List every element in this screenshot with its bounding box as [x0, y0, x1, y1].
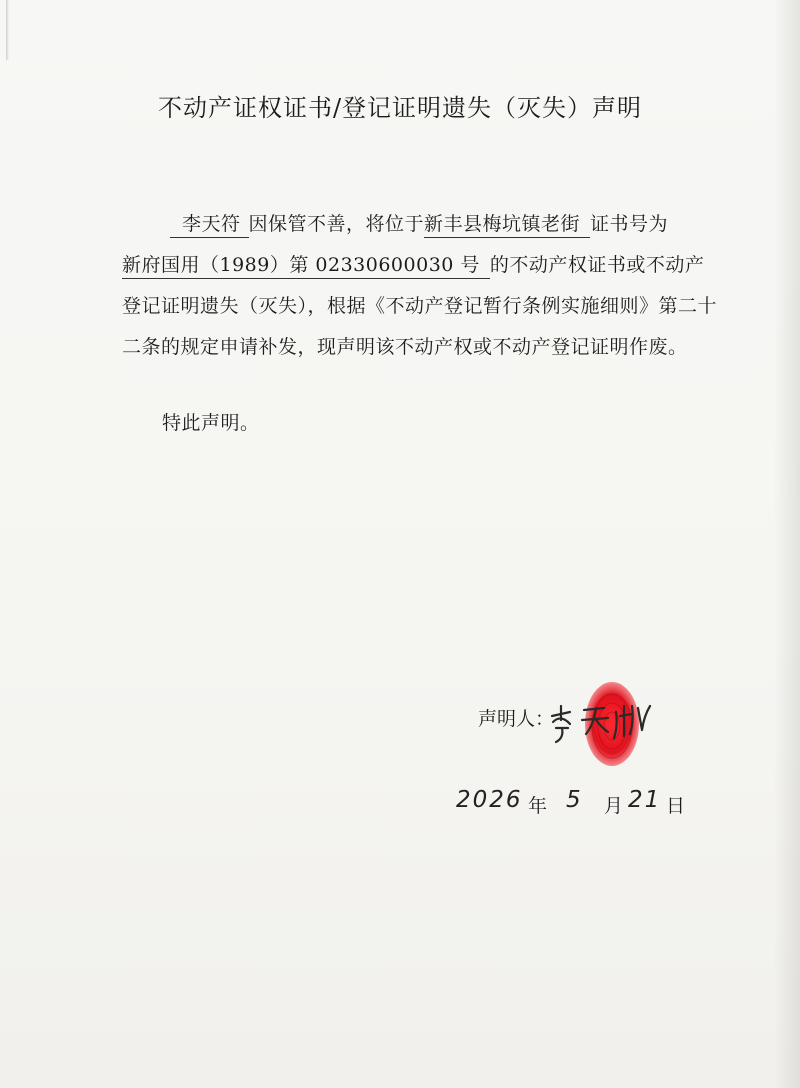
- statement-text-3: 的不动产权证书或不动产登记证明遗失（灭失），根据《不动产登记暂行条例实施细则》第二十二条的规定申请补发，现声明该不动产权或不动产登记证明作废。: [122, 254, 718, 358]
- owner-name-field: 李天符: [170, 211, 249, 238]
- paper-edge-shadow: [774, 0, 800, 1088]
- document-title: 不动产证权证书/登记证明遗失（灭失）声明: [157, 94, 643, 122]
- signature-date: [456, 785, 706, 825]
- special-statement: 特此声明。: [162, 412, 260, 434]
- date-month-label: 月: [604, 795, 624, 817]
- statement-text-1: 因保管不善，将位于: [248, 213, 425, 235]
- paper-fold-shadow: [6, 0, 9, 60]
- date-day: 21: [628, 787, 662, 813]
- date-day-label: 日: [666, 795, 686, 817]
- date-year-label: 年: [528, 795, 548, 817]
- declarant-label: 声明人：: [478, 708, 555, 730]
- date-month: 5: [566, 787, 583, 813]
- certificate-number-field: 新府国用（1989）第 02330600030 号: [122, 252, 490, 279]
- date-year: 2026: [456, 787, 523, 813]
- signature-with-fingerprint: [546, 676, 666, 776]
- location-field: 新丰县梅坑镇老街: [424, 211, 590, 238]
- fingerprint-mark: [585, 682, 639, 766]
- statement-text-2: 证书号为: [590, 213, 669, 235]
- statement-body: [122, 204, 722, 368]
